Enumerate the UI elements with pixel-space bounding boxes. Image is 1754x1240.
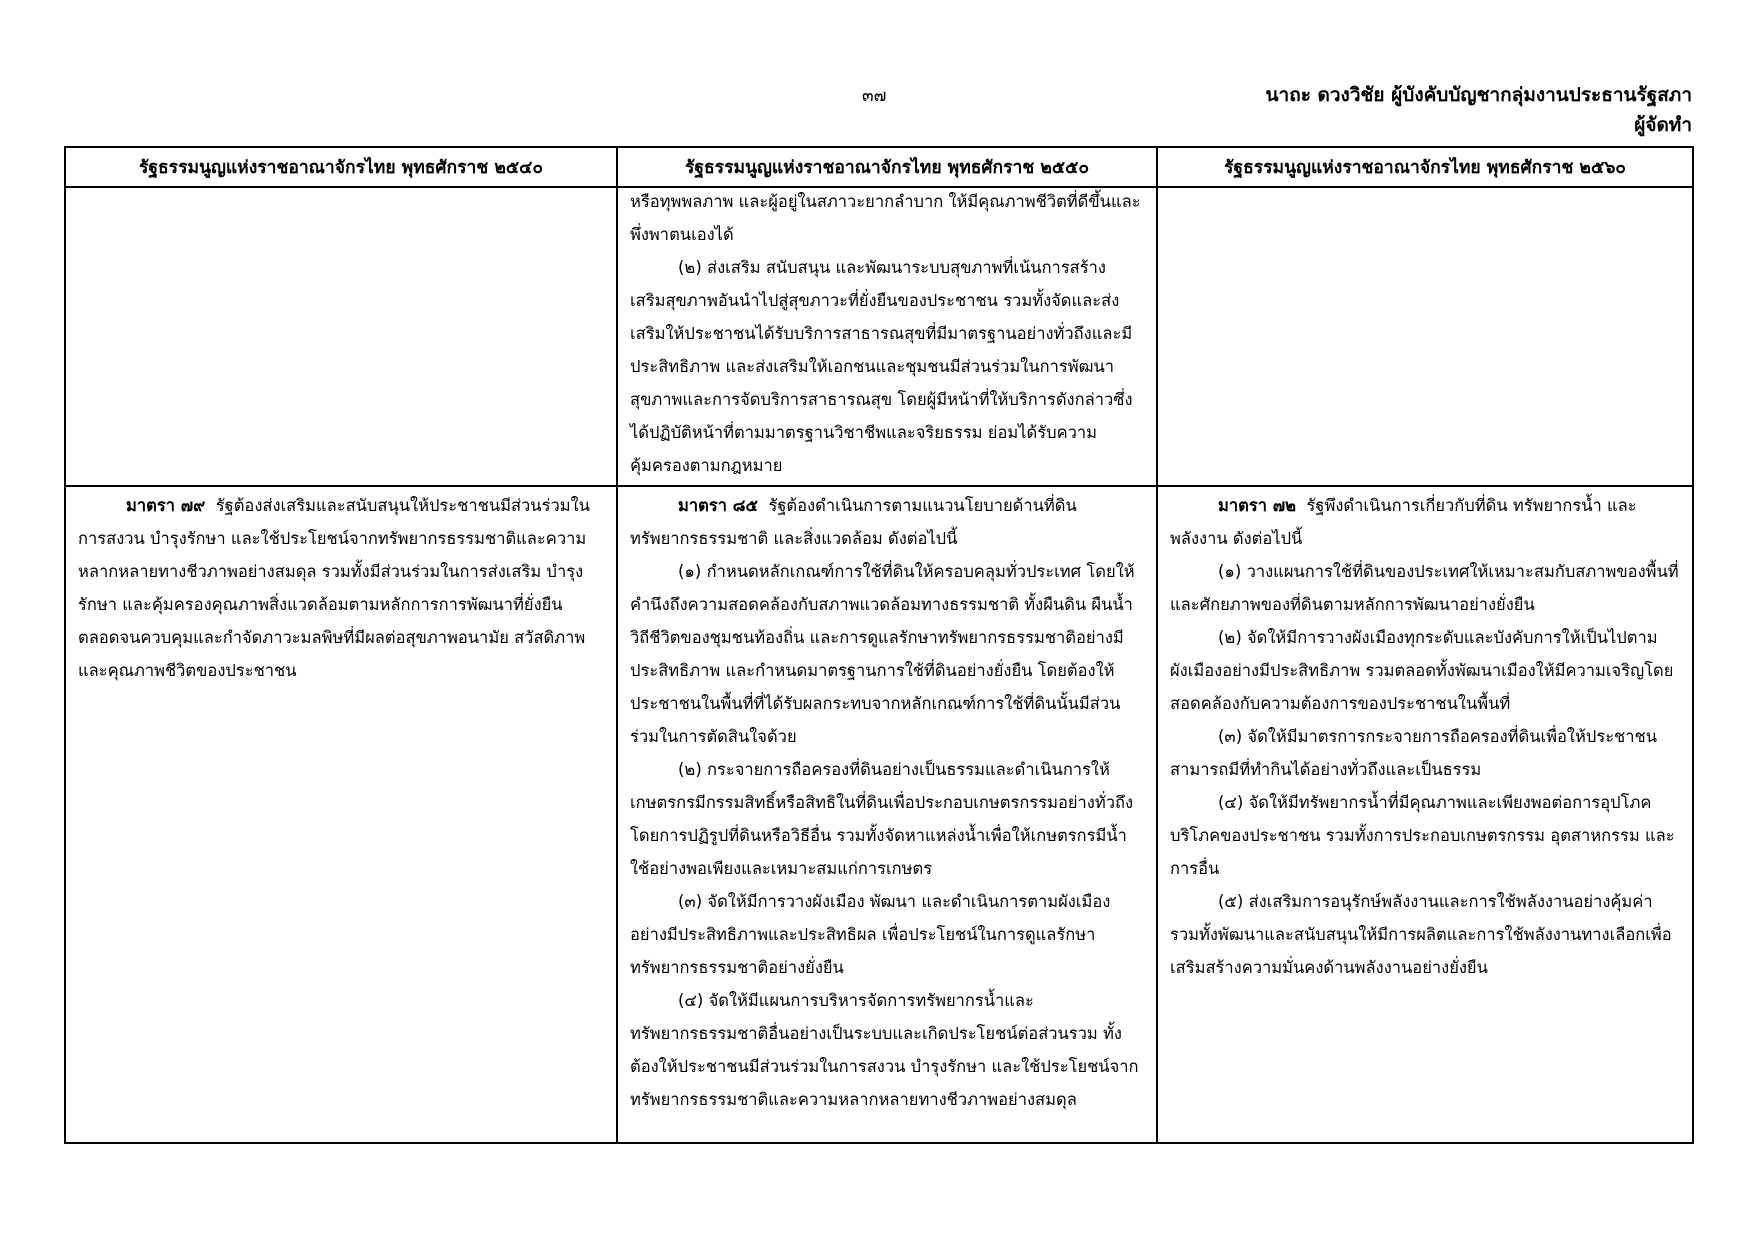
table-header-row — [65, 147, 1693, 187]
constitution-comparison-table — [64, 146, 1694, 1144]
section-text: รัฐต้องดำเนินการตามแนวนโยบายด้านที่ดินทรัพยากรธรรมชาติ และสิ่งแวดล้อม ดังต่อไปนี้ — [630, 495, 1077, 548]
section-label: มาตรา ๗๒ — [1218, 495, 1297, 515]
section-paragraph — [78, 489, 604, 687]
list-item: (๕) ส่งเสริมการอนุรักษ์พลังงานและการใช้พลังงานอย่างคุ้มค่ารวมทั้งพัฒนาและสนับสนุนให้มีการผลิตและการใช้พลังงานทางเลือกเพื่อเสริมสร้างความมั่นคงด้านพลังงานอย่างยั่งยืน — [1170, 891, 1672, 977]
list-item: (๒) จัดให้มีการวางผังเมืองทุกระดับและบังคับการให้เป็นไปตามผังเมืองอย่างมีประสิทธิภาพ รวมตลอดทั้งพัฒนาเมืองให้มีความเจริญโดยสอดคล้องกับความต้องการของประชาชนในพื้นที่ — [1170, 627, 1674, 713]
paragraph: หรือทุพพลภาพ และผู้อยู่ในสภาวะยากลำบาก ให้มีคุณภาพชีวิตที่ดีขึ้นและพึ่งพาตนเองได้ — [630, 192, 1141, 244]
column-header-2560: รัฐธรรมนูญแห่งราชอาณาจักรไทย พุทธศักราช ๒๕๖๐ — [1157, 147, 1693, 187]
list-item: (๑) วางแผนการใช้ที่ดินของประเทศให้เหมาะสมกับสภาพของพื้นที่และศักยภาพของที่ดินตามหลักการพัฒนาอย่างยั่งยืน — [1170, 561, 1679, 614]
author-role-line: ผู้จัดทำ — [1634, 114, 1692, 136]
author-block — [1266, 80, 1692, 140]
cell-2540-empty — [65, 187, 617, 486]
cell-2540-section-79 — [65, 486, 617, 1143]
list-item: (๓) จัดให้มีการวางผังเมือง พัฒนา และดำเนินการตามผังเมืองอย่างมีประสิทธิภาพและประสิทธิผล เพื่อประโยชน์ในการดูแลรักษาทรัพยากรธรรมชาติอย่างยั่งยืน — [630, 891, 1111, 977]
table-row — [65, 486, 1693, 1143]
list-item: (๒) กระจายการถือครองที่ดินอย่างเป็นธรรมและดำเนินการให้เกษตรกรมีกรรมสิทธิ์หรือสิทธิในที่ดินเพื่อประกอบเกษตรกรรมอย่างทั่วถึงโดยการปฏิรูปที่ดินหรือวิธีอื่น รวมทั้งจัดหาแหล่งน้ำเพื่อให้เกษตรกรมีน้ำใช้อย่างพอเพียงและเหมาะสมแก่การเกษตร — [630, 759, 1134, 878]
cell-2560-section-72 — [1157, 486, 1693, 1143]
section-text: รัฐต้องส่งเสริมและสนับสนุนให้ประชาชนมีส่วนร่วมในการสงวน บำรุงรักษา และใช้ประโยชน์จากทรัพยากรธรรมชาติและความหลากหลายทางชีวภาพอย่างสมดุล รวมทั้งมีส่วนร่วมในการส่งเสริม บำรุงรักษา และคุ้มครองคุณภาพสิ่งแวดล้อมตามหลักการการพัฒนาที่ยั่งยืน ตลอดจนควบคุมและกำจัดภาวะมลพิษที่มีผลต่อสุขภาพอนามัย สวัสดิภาพ และคุณภาพชีวิตของประชาชน — [78, 495, 590, 680]
author-name-line: นาถะ ดวงวิชัย ผู้บังคับบัญชากลุ่มงานประธานรัฐสภา — [1265, 84, 1692, 106]
column-header-2550: รัฐธรรมนูญแห่งราชอาณาจักรไทย พุทธศักราช ๒๕๕๐ — [617, 147, 1157, 187]
column-header-2540: รัฐธรรมนูญแห่งราชอาณาจักรไทย พุทธศักราช ๒๕๔๐ — [65, 147, 617, 187]
table-row — [65, 187, 1693, 486]
list-item: (๔) จัดให้มีทรัพยากรน้ำที่มีคุณภาพและเพียงพอต่อการอุปโภคบริโภคของประชาชน รวมทั้งการประกอบเกษตรกรรม อุตสาหกรรม และการอื่น — [1170, 792, 1675, 878]
section-paragraph — [1170, 489, 1680, 555]
section-text: รัฐพึงดำเนินการเกี่ยวกับที่ดิน ทรัพยากรน้ำ และพลังงาน ดังต่อไปนี้ — [1170, 495, 1637, 548]
list-item: (๑) กำหนดหลักเกณฑ์การใช้ที่ดินให้ครอบคลุมทั่วประเทศ โดยให้คำนึงถึงความสอดคล้องกับสภาพแวดล้อมทางธรรมชาติ ทั้งผืนดิน ผืนน้ำ วิถีชีวิตของชุมชนท้องถิ่น และการดูแลรักษาทรัพยากรธรรมชาติอย่างมีประสิทธิภาพ และกำหนดมาตรฐานการใช้ที่ดินอย่างยั่งยืน โดยต้องให้ประชาชนในพื้นที่ที่ได้รับผลกระทบจากหลักเกณฑ์การใช้ที่ดินนั้นมีส่วนร่วมในการตัดสินใจด้วย — [630, 561, 1135, 746]
list-item: (๔) จัดให้มีแผนการบริหารจัดการทรัพยากรน้ำและทรัพยากรธรรมชาติอื่นอย่างเป็นระบบและเกิดประโยชน์ต่อส่วนรวม ทั้งต้องให้ประชาชนมีส่วนร่วมในการสงวน บำรุงรักษา และใช้ประโยชน์จากทรัพยากรธรรมชาติและความหลากหลายทางชีวภาพอย่างสมดุล — [630, 990, 1139, 1109]
section-paragraph — [630, 489, 1144, 555]
list-item: (๓) จัดให้มีมาตรการกระจายการถือครองที่ดินเพื่อให้ประชาชนสามารถมีที่ทำกินได้อย่างทั่วถึงและเป็นธรรม — [1170, 726, 1657, 779]
paragraph: (๒) ส่งเสริม สนับสนุน และพัฒนาระบบสุขภาพที่เน้นการสร้างเสริมสุขภาพอันนำไปสู่สุขภาวะที่ยั่งยืนของประชาชน รวมทั้งจัดและส่งเสริมให้ประชาชนได้รับบริการสาธารณสุขที่มีมาตรฐานอย่างทั่วถึงและมีประสิทธิภาพ และส่งเสริมให้เอกชนและชุมชนมีส่วนร่วมในการพัฒนาสุขภาพและการจัดบริการสาธารณสุข โดยผู้มีหน้าที่ให้บริการดังกล่าวซึ่งได้ปฏิบัติหน้าที่ตามมาตรฐานวิชาชีพและจริยธรรม ย่อมได้รับความคุ้มครองตามกฎหมาย — [630, 258, 1133, 475]
cell-2550-section-85 — [617, 486, 1157, 1143]
section-label: มาตรา ๗๙ — [126, 495, 206, 515]
cell-2560-empty — [1157, 187, 1693, 486]
page-number: ๓๗ — [862, 86, 887, 106]
cell-2550-continuation — [617, 187, 1157, 486]
section-label: มาตรา ๘๕ — [678, 495, 758, 515]
